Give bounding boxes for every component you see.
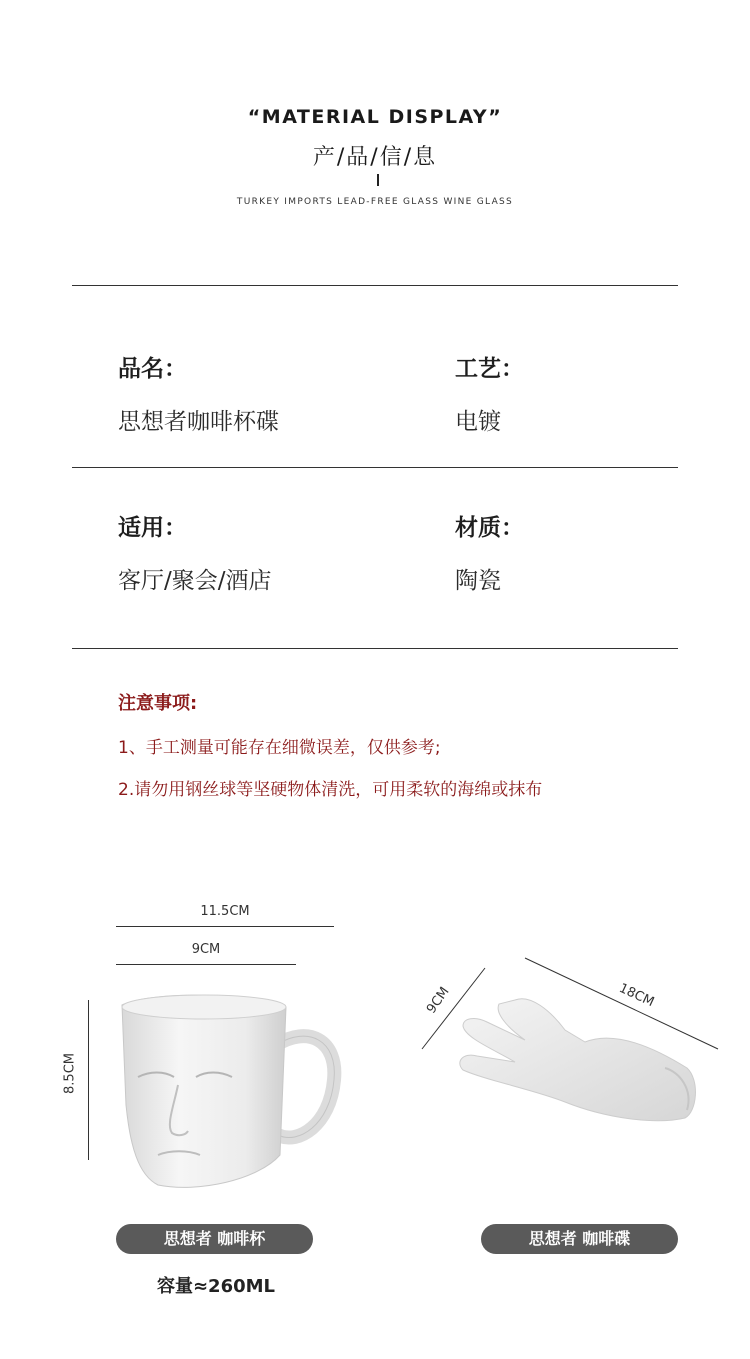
hand-saucer-illustration <box>455 990 705 1130</box>
cup-width-inner-line <box>116 964 296 965</box>
spec-label-name: 品名： <box>118 356 187 382</box>
cup-width-inner-label: 9CM <box>191 942 221 957</box>
spec-label-material: 材质： <box>455 515 524 541</box>
divider-middle <box>72 467 678 468</box>
divider-top <box>72 285 678 286</box>
note-item: 2.请勿用钢丝球等坚硬物体清洗，可用柔软的海绵或抹布 <box>118 780 543 800</box>
cup-width-outer-label: 11.5CM <box>200 904 250 919</box>
cup-height-line <box>88 1000 89 1160</box>
spec-value-craft: 电镀 <box>455 409 501 435</box>
spec-label-craft: 工艺： <box>455 356 524 382</box>
cup-width-outer-line <box>116 926 334 927</box>
cup-capacity: 容量≈260ML <box>156 1276 276 1297</box>
divider-bottom <box>72 648 678 649</box>
saucer-name-badge: 思想者 咖啡碟 <box>481 1224 678 1254</box>
saucer-width-label: 9CM <box>423 984 453 1017</box>
cup-name-badge: 思想者 咖啡杯 <box>116 1224 313 1254</box>
note-item: 1、手工测量可能存在细微误差，仅供参考; <box>118 738 441 758</box>
title-divider <box>377 174 379 186</box>
spec-value-name: 思想者咖啡杯碟 <box>118 409 279 435</box>
section-subtitle: TURKEY IMPORTS LEAD-FREE GLASS WINE GLASS <box>236 197 514 207</box>
section-title-en: “MATERIAL DISPLAY” <box>247 106 503 128</box>
notes-title: 注意事项: <box>118 693 198 714</box>
spec-label-usage: 适用： <box>118 515 187 541</box>
face-cup-illustration <box>108 985 348 1195</box>
saucer-length-label: 18CM <box>616 980 657 1011</box>
spec-value-usage: 客厅/聚会/酒店 <box>118 568 272 594</box>
section-title-cn: 产/品/信/息 <box>312 145 438 170</box>
cup-height-label: 8.5CM <box>62 1053 78 1094</box>
spec-value-material: 陶瓷 <box>455 568 501 594</box>
